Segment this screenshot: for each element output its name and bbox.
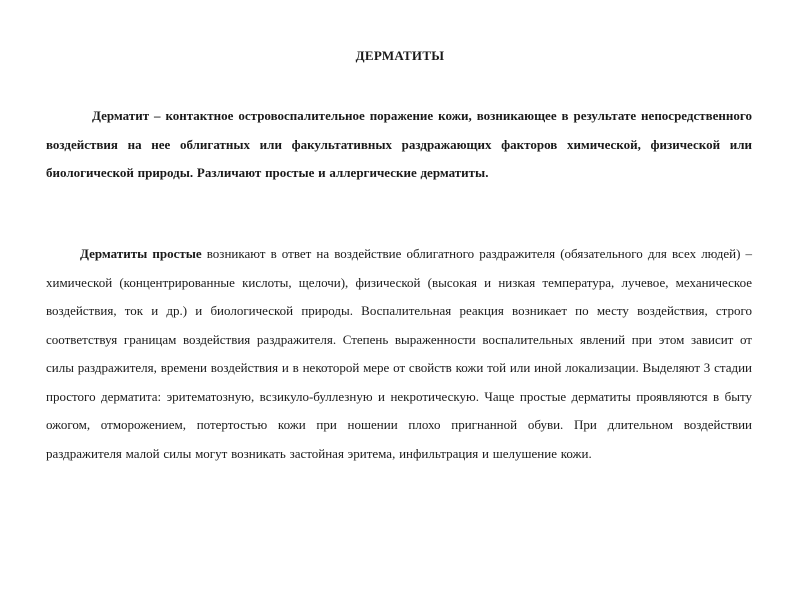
simple-dermatitis-text: возникают в ответ на воздействие облигатного раздражителя (обязательного для всех людей) – химической (концентрированные кислоты, щелочи), физической (высокая и низкая температура, лучевое, механическое воздействия, ток и др.) и биологической природы. Воспалительная реакция возникает по месту воздействия, строго соответствуя границам воздействия раздражителя. Степень выраженности воспалительных явлений при этом зависит от силы раздражителя, времени воздействия и в некоторой мере от свойств кожи той или иной локализации. Выделяют 3 стадии простого дерматита: эритематозную, всзикуло-буллезную и некротическую. Чаще простые дерматиты проявляются в быту ожогом, отморожением, потертостью кожи при ношении плохо пригнанной обуви. При длительном воздействии раздражителя малой силы могут возникать застойная эритема, инфильтрация и шелушение кожи. [46, 246, 752, 461]
simple-dermatitis-term: Дерматиты простые [80, 246, 202, 261]
document-title: ДЕРМАТИТЫ [355, 48, 445, 63]
simple-dermatitis-paragraph [46, 240, 752, 468]
definition-paragraph: Дерматит – контактное островоспалительное поражение кожи, возникающее в результате непосредственного воздействия на нее облигатных или факультативных раздражающих факторов химической, физической или биологической природы. Различают простые и аллергические дерматиты. [46, 108, 752, 180]
